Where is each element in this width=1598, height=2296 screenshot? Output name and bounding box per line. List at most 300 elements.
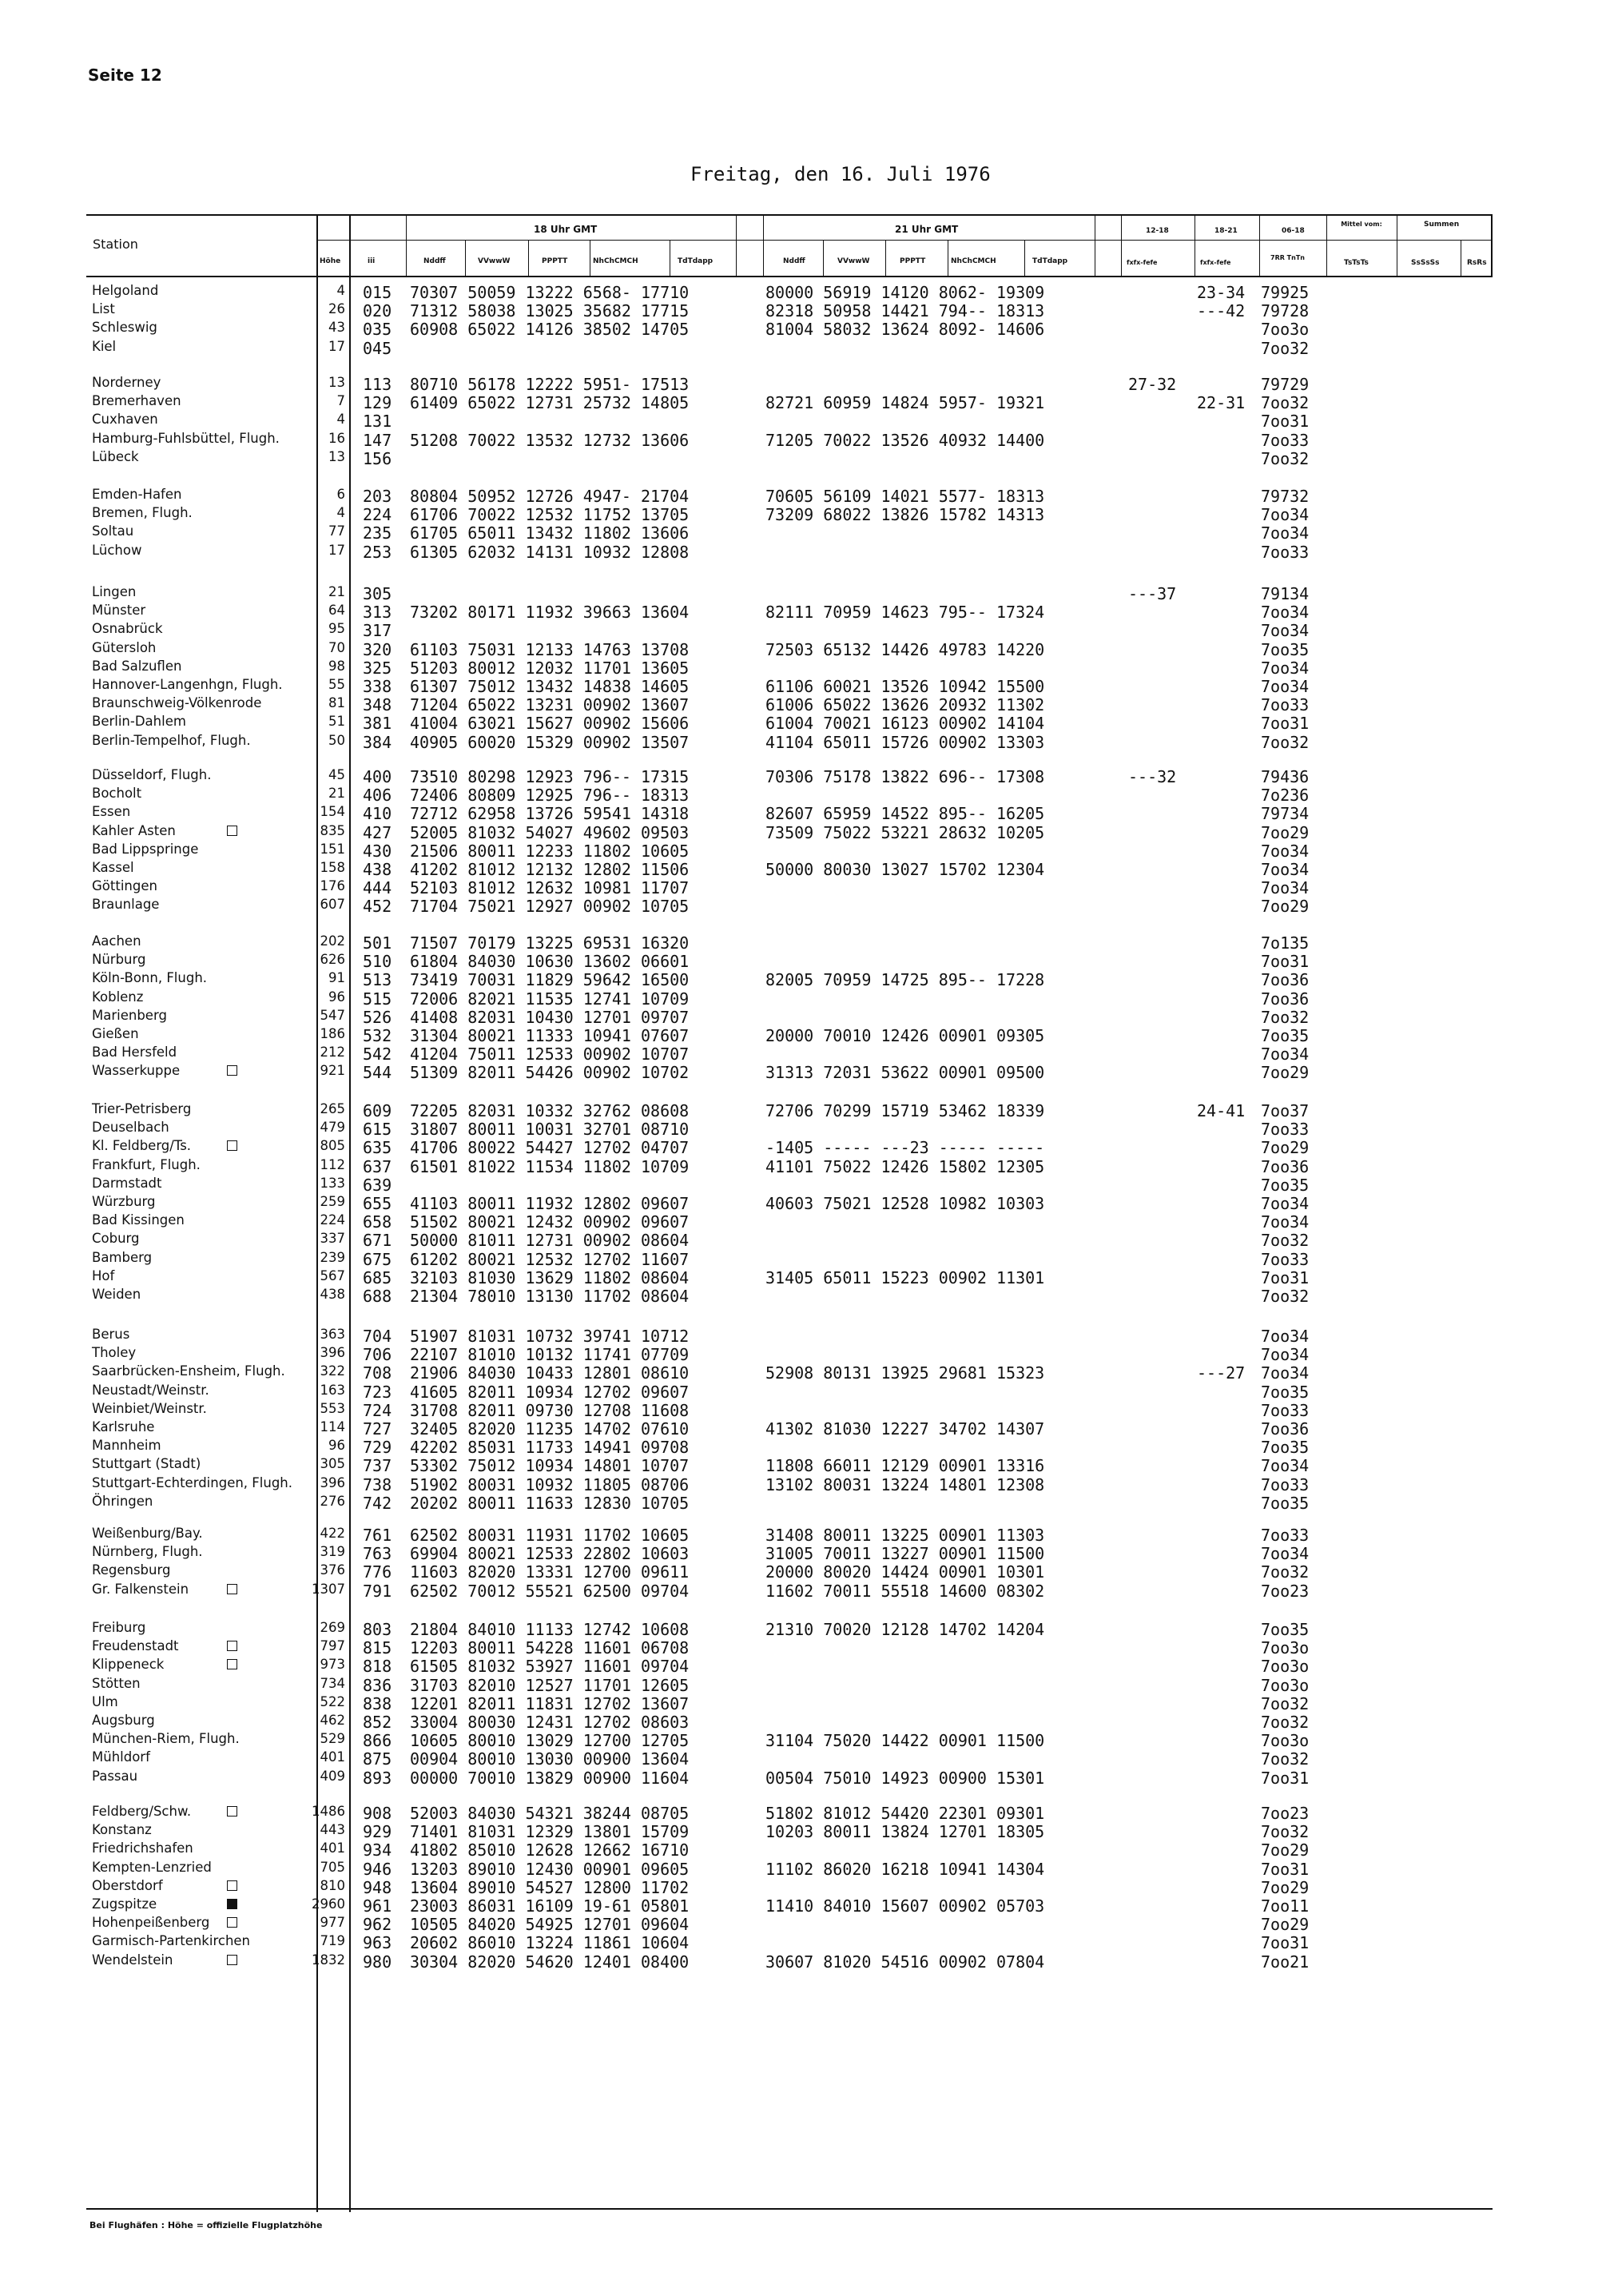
station-name: Passau (92, 1768, 138, 1784)
obs-21-groups: 31405 65011 15223 00902 11301 (765, 1267, 1045, 1287)
obs-18-groups: 20602 86010 13224 11861 10604 (410, 1933, 690, 1953)
station-name: Soltau (92, 523, 134, 539)
summary-group: 7oo34 (1261, 1544, 1310, 1564)
summary-group: 7oo34 (1261, 1212, 1310, 1232)
station-height: 50 (328, 732, 345, 748)
summary-group: 7oo33 (1261, 1526, 1310, 1545)
obs-18-groups: 72712 62958 13726 59541 14318 (410, 804, 690, 824)
station-name: Koblenz (92, 989, 144, 1005)
station-index: 320 (363, 639, 392, 659)
header-18-col1: Nddff (423, 257, 446, 265)
obs-18-groups: 61202 80021 12532 12702 11607 (410, 1249, 690, 1269)
station-index: 818 (363, 1657, 392, 1677)
obs-18-groups: 20202 80011 11633 12830 10705 (410, 1493, 690, 1513)
station-name: Friedrichshafen (92, 1840, 193, 1856)
station-name: Gießen (92, 1026, 139, 1041)
station-index: 729 (363, 1438, 392, 1458)
obs-18-groups: 51309 82011 54426 00902 10702 (410, 1063, 690, 1083)
station-height: 17 (328, 338, 345, 354)
obs-18-groups: 50000 81011 12731 00902 08604 (410, 1231, 690, 1251)
header-iii: iii (368, 257, 376, 265)
header-21-col1: Nddff (783, 257, 805, 265)
obs-18-groups: 41408 82031 10430 12701 09707 (410, 1007, 690, 1027)
obs-18-groups: 31304 80021 11333 10941 07607 (410, 1026, 690, 1045)
summary-group: 7oo32 (1261, 1693, 1310, 1713)
obs-18-groups: 41706 80022 54427 12702 04707 (410, 1138, 690, 1158)
station-name: Schleswig (92, 320, 157, 336)
station-height: 7 (336, 393, 345, 409)
station-height: 51 (328, 714, 345, 730)
station-name: Stötten (92, 1675, 141, 1691)
obs-18-groups: 53302 75012 10934 14801 10707 (410, 1456, 690, 1476)
obs-21-groups: 20000 80020 14424 00901 10301 (765, 1562, 1045, 1582)
obs-18-groups: 71507 70179 13225 69531 16320 (410, 933, 690, 953)
station-height: 2960 (312, 1896, 345, 1912)
summary-group: 7oo36 (1261, 1419, 1310, 1438)
station-index: 980 (363, 1952, 392, 1972)
obs-21-groups: 72706 70299 15719 53462 18339 (765, 1101, 1045, 1120)
station-index: 688 (363, 1287, 392, 1306)
header-obs21: 21 Uhr GMT (895, 224, 959, 235)
obs-18-groups: 71312 58038 13025 35682 17715 (410, 301, 690, 321)
summary-group: 7oo31 (1261, 1859, 1310, 1879)
station-name: Berus (92, 1327, 130, 1342)
station-index: 671 (363, 1231, 392, 1251)
obs-18-groups: 41202 81012 12132 12802 11506 (410, 860, 690, 879)
station-name: Köln-Bonn, Flugh. (92, 970, 208, 986)
obs-18-groups: 70307 50059 13222 6568- 17710 (410, 283, 690, 302)
obs-21-groups: 41101 75022 12426 15802 12305 (765, 1156, 1045, 1176)
obs-18-groups: 61705 65011 13432 11802 13606 (410, 523, 690, 543)
station-index: 609 (363, 1101, 392, 1120)
station-name: Nürburg (92, 952, 146, 968)
station-name: Garmisch-Partenkirchen (92, 1933, 251, 1949)
summary-group: 7oo35 (1261, 1026, 1310, 1045)
station-name: Helgoland (92, 283, 159, 298)
station-index: 962 (363, 1915, 392, 1935)
station-index: 639 (363, 1175, 392, 1195)
obs-21-groups: 11808 66011 12129 00901 13316 (765, 1456, 1045, 1476)
obs-21-groups: -1405 ----- ---23 ----- ----- (765, 1138, 1045, 1158)
summary-group: 7oo34 (1261, 1363, 1310, 1383)
station-height: 45 (328, 767, 345, 782)
station-name: Mühldorf (92, 1749, 150, 1765)
summary-group: 7oo31 (1261, 412, 1310, 432)
obs-18-groups: 22107 81010 10132 11741 07709 (410, 1345, 690, 1365)
obs-18-groups: 73510 80298 12923 796-- 17315 (410, 767, 690, 786)
station-height: 4 (336, 283, 345, 298)
header-summen: Summen (1424, 221, 1460, 229)
filled-square-icon (227, 1899, 237, 1909)
station-height: 1307 (312, 1581, 345, 1597)
station-index: 791 (363, 1581, 392, 1601)
summary-group: 7oo36 (1261, 1156, 1310, 1176)
station-name: Bad Hersfeld (92, 1045, 177, 1060)
summary-group: 7oo34 (1261, 505, 1310, 525)
obs-21-groups: 20000 70010 12426 00901 09305 (765, 1026, 1045, 1045)
header-sub-06-18: 7RR TnTn (1270, 254, 1305, 261)
summary-group: 7oo21 (1261, 1952, 1310, 1972)
station-name: Frankfurt, Flugh. (92, 1156, 201, 1172)
obs-18-groups: 62502 80031 11931 11702 10605 (410, 1526, 690, 1545)
summary-group: 7oo34 (1261, 1345, 1310, 1365)
station-name: Gütersloh (92, 639, 157, 655)
header-21-col2: VVwwW (837, 257, 870, 265)
station-name: Konstanz (92, 1822, 152, 1838)
station-index: 430 (363, 841, 392, 861)
summary-group: 7oo35 (1261, 639, 1310, 659)
summary-group: 79925 (1261, 283, 1310, 302)
station-name: Nürnberg, Flugh. (92, 1544, 203, 1560)
station-height: 91 (328, 970, 345, 986)
station-index: 515 (363, 989, 392, 1009)
station-index: 724 (363, 1400, 392, 1420)
station-name: Freudenstadt (92, 1638, 179, 1654)
station-name: Regensburg (92, 1562, 171, 1578)
station-name: Hof (92, 1267, 115, 1283)
station-height: 64 (328, 603, 345, 619)
obs-18-groups: 31703 82010 12527 11701 12605 (410, 1675, 690, 1695)
station-height: 186 (320, 1026, 345, 1041)
gust-18-21: 23-34 (1197, 283, 1246, 302)
station-name: Karlsruhe (92, 1419, 155, 1435)
obs-21-groups: 11102 86020 16218 10941 14304 (765, 1859, 1045, 1879)
station-index: 763 (363, 1544, 392, 1564)
summary-group: 7oo32 (1261, 1231, 1310, 1251)
obs-18-groups: 80804 50952 12726 4947- 21704 (410, 487, 690, 506)
station-height: 462 (320, 1713, 345, 1728)
station-height: 719 (320, 1933, 345, 1949)
obs-18-groups: 71401 81031 12329 13801 15709 (410, 1822, 690, 1842)
station-name: Mannheim (92, 1438, 161, 1454)
gust-18-21: 24-41 (1197, 1101, 1246, 1120)
summary-group: 79734 (1261, 804, 1310, 824)
summary-group: 7oo32 (1261, 1822, 1310, 1842)
station-index: 400 (363, 767, 392, 786)
station-name: Feldberg/Schw. (92, 1804, 192, 1819)
obs-18-groups: 31708 82011 09730 12708 11608 (410, 1400, 690, 1420)
obs-21-groups: 21310 70020 12128 14702 14204 (765, 1620, 1045, 1639)
station-name: Bamberg (92, 1249, 153, 1265)
station-index: 704 (363, 1327, 392, 1346)
station-name: Öhringen (92, 1493, 153, 1509)
station-height: 553 (320, 1400, 345, 1416)
footnote: Bei Flughäfen : Höhe = offizielle Flugplatzhöhe (89, 2220, 323, 2230)
obs-18-groups: 80710 56178 12222 5951- 17513 (410, 375, 690, 394)
obs-18-groups: 61501 81022 11534 11802 10709 (410, 1156, 690, 1176)
obs-21-groups: 71205 70022 13526 40932 14400 (765, 430, 1045, 450)
station-index: 908 (363, 1804, 392, 1823)
station-name: Berlin-Dahlem (92, 714, 186, 730)
station-height: 835 (320, 822, 345, 838)
station-height: 319 (320, 1544, 345, 1560)
obs-18-groups: 72406 80809 12925 796-- 18313 (410, 786, 690, 806)
summary-group: 7oo34 (1261, 860, 1310, 879)
bottom-rule (86, 2208, 1493, 2210)
station-height: 4 (336, 505, 345, 521)
header-21-col4: NhChCMCH (951, 257, 996, 265)
station-name: Darmstadt (92, 1175, 162, 1191)
station-height: 6 (336, 487, 345, 502)
summary-group: 7oo34 (1261, 523, 1310, 543)
station-height: 805 (320, 1138, 345, 1154)
summary-group: 7oo34 (1261, 1045, 1310, 1064)
summary-group: 7oo33 (1261, 1474, 1310, 1494)
station-name: Tholey (92, 1345, 137, 1361)
station-index: 723 (363, 1382, 392, 1402)
station-height: 438 (320, 1287, 345, 1302)
summary-group: 7oo32 (1261, 393, 1310, 413)
station-index: 838 (363, 1693, 392, 1713)
header-12-18: 12-18 (1146, 227, 1169, 235)
summary-group: 7oo3o (1261, 1638, 1310, 1658)
station-index: 836 (363, 1675, 392, 1695)
station-index: 452 (363, 897, 392, 917)
summary-group: 7oo34 (1261, 841, 1310, 861)
station-index: 203 (363, 487, 392, 506)
obs-18-groups: 13203 89010 12430 00901 09605 (410, 1859, 690, 1879)
obs-21-groups: 40603 75021 12528 10982 10303 (765, 1194, 1045, 1213)
station-name: Wasserkuppe (92, 1063, 181, 1079)
station-name: Osnabrück (92, 621, 163, 637)
obs-18-groups: 12203 80011 54228 11601 06708 (410, 1638, 690, 1658)
station-name: Kassel (92, 860, 134, 875)
obs-21-groups: 61106 60021 13526 10942 15500 (765, 677, 1045, 696)
obs-18-groups: 41103 80011 11932 12802 09607 (410, 1194, 690, 1213)
summary-group: 7oo31 (1261, 1768, 1310, 1788)
header-sub-12-18: fxfx-fefe (1127, 259, 1158, 266)
station-height: 77 (328, 523, 345, 539)
station-height: 305 (320, 1456, 345, 1472)
obs-21-groups: 82721 60959 14824 5957- 19321 (765, 393, 1045, 413)
obs-21-groups: 82607 65959 14522 895-- 16205 (765, 804, 1045, 824)
obs-21-groups: 41104 65011 15726 00902 13303 (765, 732, 1045, 752)
summary-group: 7oo23 (1261, 1804, 1310, 1823)
summary-group: 7oo31 (1261, 714, 1310, 734)
station-index: 776 (363, 1562, 392, 1582)
station-name: Hamburg-Fuhlsbüttel, Flugh. (92, 430, 280, 446)
summary-group: 7oo34 (1261, 603, 1310, 623)
station-height: 202 (320, 933, 345, 949)
summary-group: 7oo23 (1261, 1581, 1310, 1601)
station-height: 96 (328, 989, 345, 1005)
station-index: 348 (363, 695, 392, 715)
station-index: 875 (363, 1749, 392, 1769)
header-hoehe: Höhe (320, 257, 341, 265)
station-name: Kempten-Lenzried (92, 1859, 212, 1875)
station-index: 675 (363, 1249, 392, 1269)
summary-group: 7oo34 (1261, 621, 1310, 641)
station-index: 948 (363, 1877, 392, 1897)
station-height: 176 (320, 878, 345, 894)
summary-group: 7oo34 (1261, 878, 1310, 898)
summary-group: 7oo31 (1261, 952, 1310, 972)
summary-group: 7oo32 (1261, 448, 1310, 468)
station-name: List (92, 301, 115, 317)
obs-21-groups: 81004 58032 13624 8092- 14606 (765, 320, 1045, 340)
summary-group: 79436 (1261, 767, 1310, 786)
station-height: 396 (320, 1474, 345, 1490)
obs-21-groups: 61004 70021 16123 00902 14104 (765, 714, 1045, 734)
obs-18-groups: 51203 80012 12032 11701 13605 (410, 658, 690, 678)
station-height: 626 (320, 952, 345, 968)
station-index: 129 (363, 393, 392, 413)
obs-21-groups: 31005 70011 13227 00901 11500 (765, 1544, 1045, 1564)
obs-21-groups: 31104 75020 14422 00901 11500 (765, 1731, 1045, 1751)
obs-18-groups: 42202 85031 11733 14941 09708 (410, 1438, 690, 1458)
obs-18-groups: 52003 84030 54321 38244 08705 (410, 1804, 690, 1823)
station-height: 973 (320, 1657, 345, 1673)
station-height: 98 (328, 658, 345, 674)
obs-18-groups: 41004 63021 15627 00902 15606 (410, 714, 690, 734)
station-name: Berlin-Tempelhof, Flugh. (92, 732, 251, 748)
station-name: Coburg (92, 1231, 140, 1247)
obs-18-groups: 52103 81012 12632 10981 11707 (410, 878, 690, 898)
obs-18-groups: 21906 84030 10433 12801 08610 (410, 1363, 690, 1383)
summary-group: 7oo33 (1261, 430, 1310, 450)
obs-18-groups: 30304 82020 54620 12401 08400 (410, 1952, 690, 1972)
station-index: 946 (363, 1859, 392, 1879)
obs-21-groups: 52908 80131 13925 29681 15323 (765, 1363, 1045, 1383)
station-height: 133 (320, 1175, 345, 1191)
summary-group: 7oo35 (1261, 1493, 1310, 1513)
gust-12-18: ---32 (1128, 767, 1177, 786)
obs-18-groups: 61505 81032 53927 11601 09704 (410, 1657, 690, 1677)
station-index: 738 (363, 1474, 392, 1494)
obs-18-groups: 71704 75021 12927 00902 10705 (410, 897, 690, 917)
header-18-21: 18-21 (1214, 227, 1238, 235)
station-index: 513 (363, 970, 392, 990)
obs-18-groups: 73202 80171 11932 39663 13604 (410, 603, 690, 623)
station-index: 708 (363, 1363, 392, 1383)
obs-18-groups: 51502 80021 12432 00902 09607 (410, 1212, 690, 1232)
summary-group: 7oo29 (1261, 1915, 1310, 1935)
summary-group: 7oo35 (1261, 1382, 1310, 1402)
station-index: 655 (363, 1194, 392, 1213)
station-name: Emden-Hafen (92, 487, 182, 502)
open-square-icon (227, 826, 237, 836)
station-name: Aachen (92, 933, 141, 949)
summary-group: 7oo29 (1261, 1138, 1310, 1158)
station-index: 384 (363, 732, 392, 752)
obs-18-groups: 21804 84010 11133 12742 10608 (410, 1620, 690, 1639)
obs-18-groups: 11603 82020 13331 12700 09611 (410, 1562, 690, 1582)
station-height: 363 (320, 1327, 345, 1342)
obs-18-groups: 10605 80010 13029 12700 12705 (410, 1731, 690, 1751)
obs-18-groups: 72006 82021 11535 12741 10709 (410, 989, 690, 1009)
obs-18-groups: 00000 70010 13829 00900 11604 (410, 1768, 690, 1788)
summary-group: 7oo33 (1261, 695, 1310, 715)
summary-group: 7oo3o (1261, 1657, 1310, 1677)
station-name: Weiden (92, 1287, 141, 1302)
station-index: 338 (363, 677, 392, 696)
station-index: 305 (363, 584, 392, 603)
station-index: 929 (363, 1822, 392, 1842)
station-height: 810 (320, 1877, 345, 1893)
station-name: Stuttgart (Stadt) (92, 1456, 201, 1472)
obs-18-groups: 72205 82031 10332 32762 08608 (410, 1101, 690, 1120)
station-index: 156 (363, 448, 392, 468)
station-index: 015 (363, 283, 392, 302)
station-height: 269 (320, 1620, 345, 1635)
station-name: Bocholt (92, 786, 142, 802)
station-height: 13 (328, 375, 345, 390)
station-name: Braunlage (92, 897, 160, 913)
station-height: 376 (320, 1562, 345, 1578)
summary-group: 7oo33 (1261, 1249, 1310, 1269)
summary-group: 7oo35 (1261, 1175, 1310, 1195)
station-index: 427 (363, 822, 392, 842)
station-height: 55 (328, 677, 345, 692)
summary-group: 7oo29 (1261, 1840, 1310, 1860)
summary-group: 79729 (1261, 375, 1310, 394)
obs-18-groups: 12201 82011 11831 12702 13607 (410, 1693, 690, 1713)
station-index: 893 (363, 1768, 392, 1788)
obs-21-groups: 30607 81020 54516 00902 07804 (765, 1952, 1045, 1972)
station-index: 815 (363, 1638, 392, 1658)
station-index: 544 (363, 1063, 392, 1083)
station-name: Zugspitze (92, 1896, 157, 1912)
station-height: 17 (328, 542, 345, 558)
station-index: 045 (363, 338, 392, 358)
header-sub-mittel: TsTsTs (1344, 259, 1369, 267)
station-height: 224 (320, 1212, 345, 1228)
station-height: 977 (320, 1915, 345, 1931)
open-square-icon (227, 1065, 237, 1076)
station-height: 265 (320, 1101, 345, 1116)
station-index: 113 (363, 375, 392, 394)
station-name: Hohenpeißenberg (92, 1915, 210, 1931)
station-name: Würzburg (92, 1194, 156, 1209)
station-index: 510 (363, 952, 392, 972)
station-height: 154 (320, 804, 345, 820)
station-name: Bad Lippspringe (92, 841, 199, 857)
station-height: 212 (320, 1045, 345, 1060)
obs-18-groups: 13604 89010 54527 12800 11702 (410, 1877, 690, 1897)
station-index: 020 (363, 301, 392, 321)
summary-group: 7oo33 (1261, 542, 1310, 562)
summary-group: 7oo29 (1261, 897, 1310, 917)
station-index: 961 (363, 1896, 392, 1916)
obs-18-groups: 40905 60020 15329 00902 13507 (410, 732, 690, 752)
station-index: 706 (363, 1345, 392, 1365)
station-height: 529 (320, 1731, 345, 1747)
station-index: 325 (363, 658, 392, 678)
obs-21-groups: 50000 80030 13027 15702 12304 (765, 860, 1045, 879)
header-18-col3: PPPTT (542, 257, 568, 265)
header-06-18: 06-18 (1282, 227, 1305, 235)
station-index: 761 (363, 1526, 392, 1545)
obs-18-groups: 51902 80031 10932 11805 08706 (410, 1474, 690, 1494)
station-index: 803 (363, 1620, 392, 1639)
summary-group: 7oo29 (1261, 1063, 1310, 1083)
station-height: 112 (320, 1156, 345, 1172)
obs-21-groups: 73509 75022 53221 28632 10205 (765, 822, 1045, 842)
station-index: 313 (363, 603, 392, 623)
station-height: 567 (320, 1267, 345, 1283)
station-index: 635 (363, 1138, 392, 1158)
station-name: Stuttgart-Echterdingen, Flugh. (92, 1474, 292, 1490)
station-index: 934 (363, 1840, 392, 1860)
station-height: 21 (328, 786, 345, 802)
station-index: 615 (363, 1120, 392, 1140)
obs-21-groups: 10203 80011 13824 12701 18305 (765, 1822, 1045, 1842)
obs-21-groups: 72503 65132 14426 49783 14220 (765, 639, 1045, 659)
summary-group: 7oo36 (1261, 970, 1310, 990)
open-square-icon (227, 1641, 237, 1651)
station-name: Saarbrücken-Ensheim, Flugh. (92, 1363, 285, 1379)
station-index: 438 (363, 860, 392, 879)
